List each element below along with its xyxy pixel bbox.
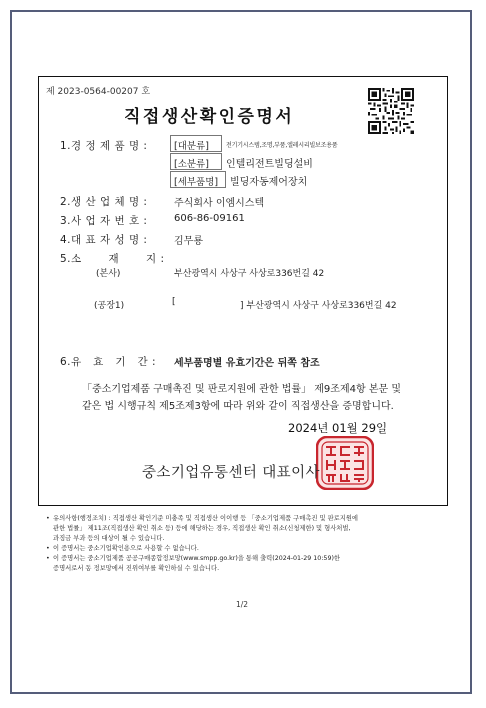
note-line: 이 증명서는 중소기업확인용으로 사용할 수 없습니다. — [53, 545, 199, 552]
representative-label: 4.대 표 자 성 명 : — [60, 234, 148, 246]
manufacturer-value: 주식회사 이엠시스텍 — [174, 198, 265, 209]
certificate-number: 제 2023-0564-00207 호 — [46, 87, 151, 97]
note-item — [46, 514, 446, 544]
hq-label: (본사) — [96, 269, 121, 279]
statement-line-2: 같은 법 시행규칙 제5조제3항에 따라 위와 같이 직접생산을 증명합니다. — [82, 401, 394, 412]
page-number: 1/2 — [236, 600, 249, 609]
location-label: 5.소 재 지 : — [60, 253, 165, 265]
note-bullet: • — [46, 545, 50, 552]
note-item — [46, 554, 446, 574]
qr-code-icon — [368, 88, 414, 134]
statement-line-1: 「중소기업제품 구매촉진 및 판로지원에 관한 법률」 제9조제4항 본문 및 — [82, 384, 401, 395]
validity-value: 세부품명별 유효기간은 뒤쪽 참조 — [174, 358, 320, 369]
manufacturer-label: 2.생 산 업 체 명 : — [60, 196, 148, 208]
major-category-tag: [대분류] — [170, 135, 222, 152]
major-category-value: 전기기시스템,조명,부품,엘레시리빌보조용품 — [226, 142, 338, 149]
detail-category-value: 빌딩자동제어장치 — [230, 177, 308, 188]
note-line: 과징금 부과 등의 대상이 될 수 있습니다. — [53, 535, 165, 542]
representative-value: 김무룡 — [174, 236, 203, 247]
note-line: 이 증명서는 중소기업제품 공공구매종합정보망(www.smpp.go.kr)을 통해 출력(2024-01-29 10:59)한 — [53, 555, 340, 562]
note-line: 증명서로서 동 정보망에서 진위여부를 확인하실 수 있습니다. — [53, 565, 220, 572]
official-seal-icon — [316, 436, 374, 490]
note-bullet: • — [46, 555, 50, 562]
note-line: 관한 법률」 제11조(직접생산 확인 취소 등) 등에 해당하는 경우, 직접생산 확인 취소(신청제한) 및 형사처벌, — [53, 525, 351, 532]
detail-category-tag: [세부품명] — [170, 171, 226, 188]
document-title: 직접생산확인증명서 — [124, 107, 295, 127]
notes-section — [46, 514, 446, 574]
validity-label: 6.유 효 기 간 : — [60, 356, 157, 368]
issuer-name: 중소기업유통센터 대표이사 — [142, 465, 320, 481]
minor-category-value: 인텔리전트빌딩설비 — [226, 159, 313, 170]
note-item — [46, 544, 446, 554]
factory-bracket: [ — [172, 297, 176, 307]
factory-address: ] 부산광역시 사상구 사상로336번길 42 — [240, 301, 397, 311]
note-bullet: • — [46, 515, 50, 522]
business-number-value: 606-86-09161 — [174, 213, 245, 224]
minor-category-tag: [소분류] — [170, 153, 222, 170]
product-label: 1.경 정 제 품 명 : — [60, 140, 148, 152]
note-line: 유의사항(행정조치) : 직접생산 확인기준 미충족 및 직접생산 이이행 등 「중소기업제품 구매촉진 및 판로지원에 — [53, 515, 358, 522]
business-number-label: 3.사 업 자 번 호 : — [60, 215, 148, 227]
hq-address: 부산광역시 사상구 사상로336번길 42 — [174, 269, 325, 279]
factory-label: (공장1) — [94, 301, 125, 311]
issue-date: 2024년 01월 29일 — [288, 421, 388, 435]
